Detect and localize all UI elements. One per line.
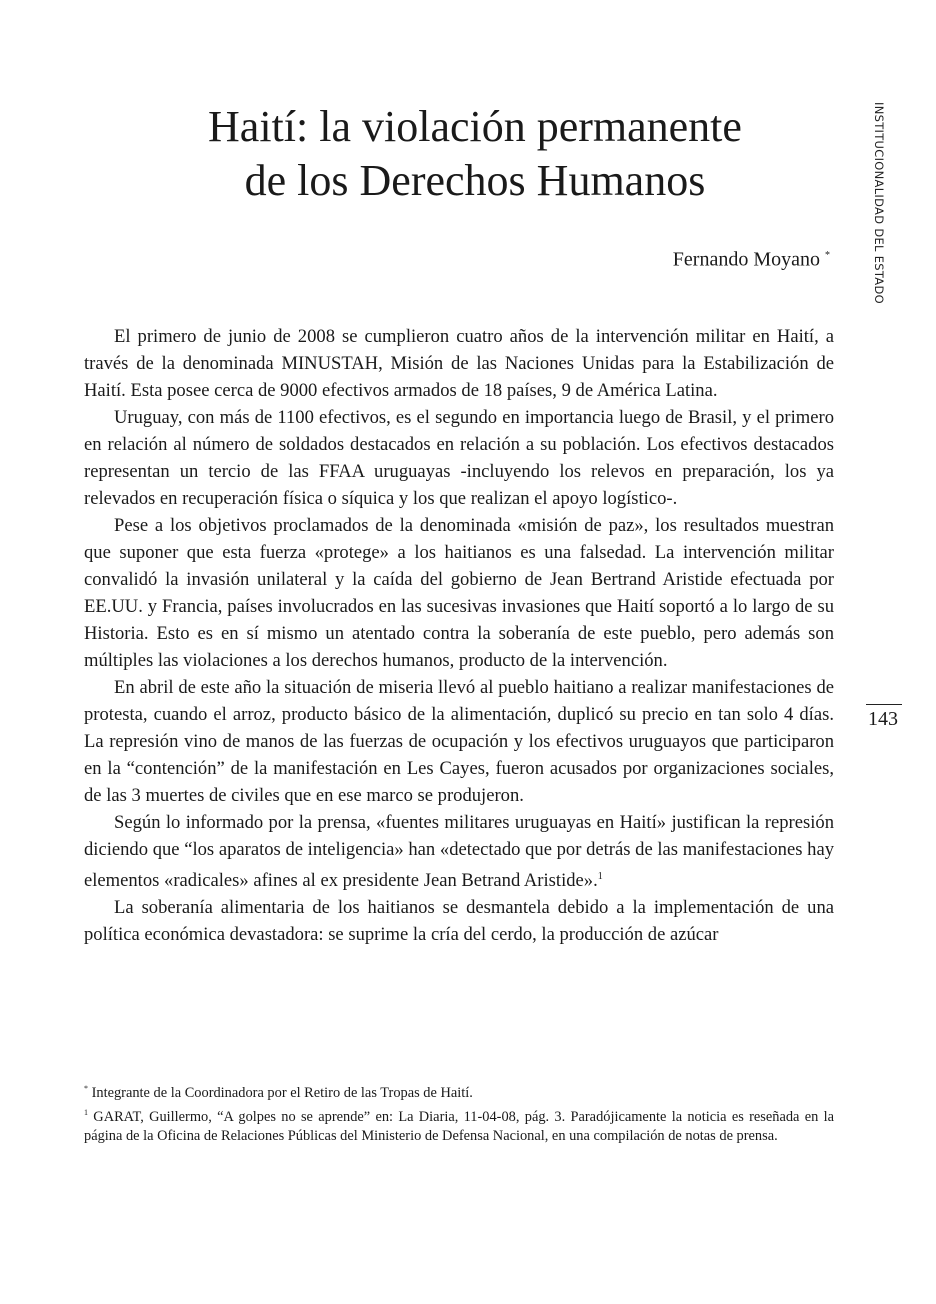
paragraph-5-text: Según lo informado por la prensa, «fuentes militares uruguayas en Haití» justifican la represión diciendo que “los aparatos de inteligencia» han «detectado que por detrás de las manifestaciones hay elementos «radicales» afines al ex presidente Jean Betrand Aristide». xyxy=(84,812,834,892)
author-name: Fernando Moyano xyxy=(672,248,820,271)
paragraph-4: En abril de este año la situación de miseria llevó al pueblo haitiano a realizar manifestaciones de protesta, cuando el arroz, producto básico de la alimentación, duplicó su precio en tan solo 4 días. La represión vino de manos de las fuerzas de ocupación y los efectivos uruguayos que participaron en la “contención” de la manifestación en Les Cayes, fueron acusados por organizaciones sociales, de las 3 muertes de civiles que en ese marco se produjeron. xyxy=(84,677,834,806)
footnote-ref-1: 1 xyxy=(597,871,603,882)
author-footnote-mark: * xyxy=(825,250,830,261)
article-title-line-2: de los Derechos Humanos xyxy=(244,156,706,205)
footnote-mark: 1 xyxy=(84,1107,88,1117)
footnote-text: Integrante de la Coordinadora por el Retiro de las Tropas de Haití. xyxy=(91,1084,473,1101)
paragraph-3: Pese a los objetivos proclamados de la denominada «misión de paz», los resultados muestran que suponer que esta fuerza «protege» a los haitianos es una falsedad. La intervención militar convalidó la invasión unilateral y la caída del gobierno de Jean Bertrand Aristide efectuada por EE.UU. y Francia, países involucrados en las sucesivas invasiones que Haití soportó a lo largo de su Historia. Esto es en sí mismo un atentado contra la soberanía de este pueblo, pero además son múltiples las violaciones a los derechos humanos, producto de la intervención. xyxy=(84,515,834,671)
paragraph-2: Uruguay, con más de 1100 efectivos, es el segundo en importancia luego de Brasil, y el primero en relación al número de soldados destacados en relación a su población. Los efectivos destacados representan un tercio de las FFAA uruguayas -incluyendo los relevos en preparación, los ya relevados en recuperación física o síquica y los que realizan el apoyo logístico-. xyxy=(84,407,834,509)
footnote-text: GARAT, Guillermo, “A golpes no se aprende” en: La Diaria, 11-04-08, pág. 3. Paradójicamente la noticia es reseñada en la página de la Oficina de Relaciones Públicas del Ministerio de Defensa Nacional, en una compilación de notas de prensa. xyxy=(84,1108,834,1144)
section-side-label: INSTITUCIONALIDAD DEL ESTADO xyxy=(872,102,886,304)
article-title xyxy=(150,100,800,208)
article-title-line-1: Haití: la violación permanente xyxy=(208,102,742,151)
article-author xyxy=(673,244,830,272)
paragraph-5 xyxy=(84,809,834,894)
page-number-rule xyxy=(866,704,902,705)
page-number: 143 xyxy=(868,708,898,730)
footnotes xyxy=(84,1079,834,1146)
paragraph-1: El primero de junio de 2008 se cumplieron cuatro años de la intervención militar en Haití, a través de la denominada MINUSTAH, Misión de las Naciones Unidas para la Estabilización de Haití. Esta posee cerca de 9000 efectivos armados de 18 países, 9 de América Latina. xyxy=(84,326,834,401)
paragraph-6: La soberanía alimentaria de los haitianos se desmantela debido a la implementación de una política económica devastadora: se suprime la cría del cerdo, la producción de azúcar xyxy=(84,897,834,946)
footnote-1 xyxy=(84,1103,834,1146)
footnote-mark: * xyxy=(84,1084,88,1093)
footnote-author xyxy=(84,1079,834,1103)
article-body xyxy=(84,323,834,948)
